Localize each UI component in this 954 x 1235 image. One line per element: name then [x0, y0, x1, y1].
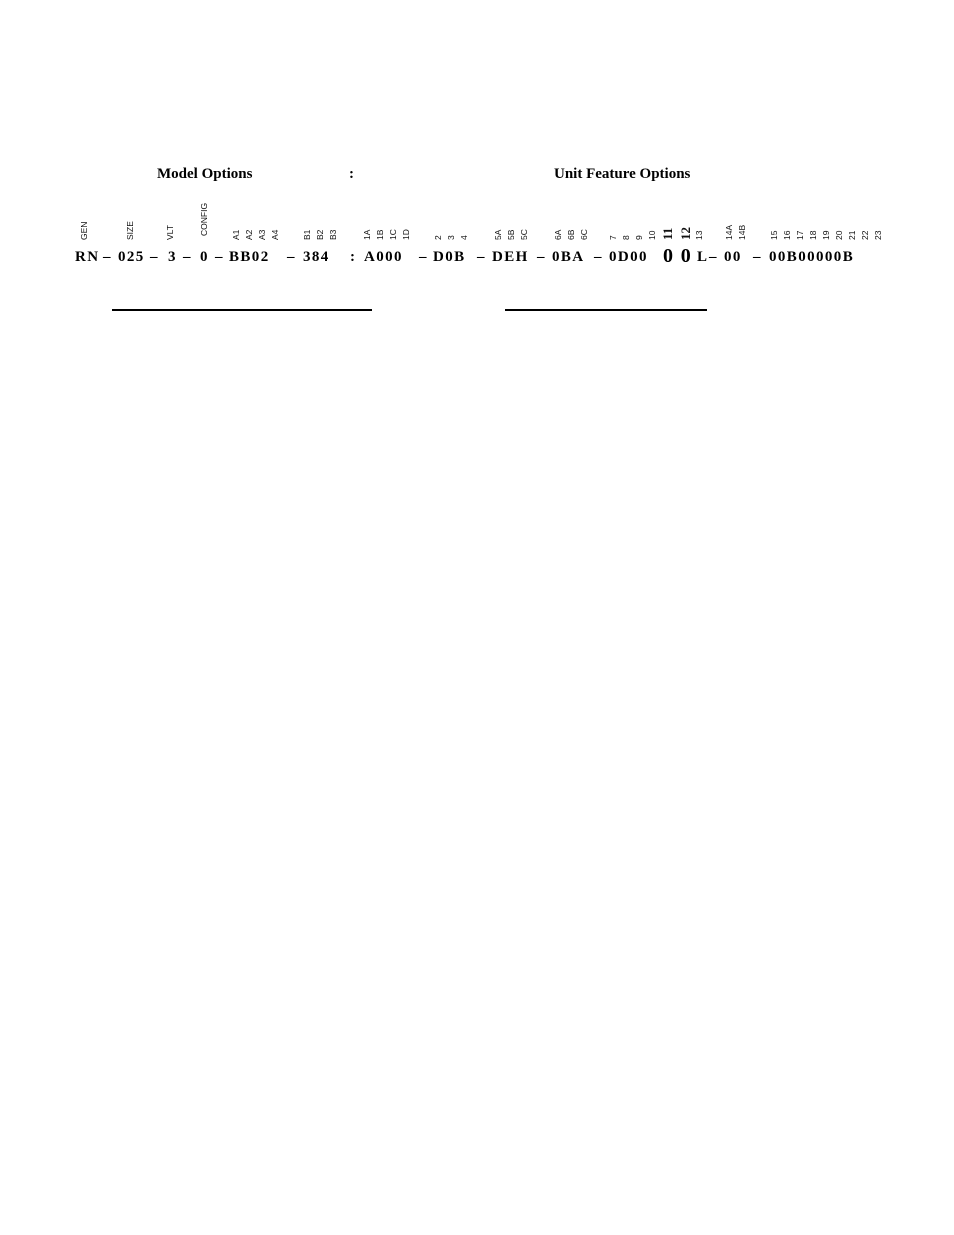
code-segment: 384 [303, 249, 330, 265]
col-label: 7 [608, 235, 618, 240]
col-label: A2 [244, 229, 254, 240]
code-segment: DEH [492, 249, 529, 265]
unit-feature-options-underline [505, 309, 707, 311]
col-label: 16 [782, 230, 792, 240]
code-segment: 3 [168, 249, 177, 265]
col-label: 5C [519, 229, 529, 240]
col-label: CONFIG [199, 202, 209, 236]
col-label: 6C [579, 229, 589, 240]
code-segment: 00 [724, 249, 742, 265]
col-label: 17 [795, 230, 805, 240]
col-label: A3 [257, 229, 267, 240]
col-label: 1C [388, 229, 398, 240]
col-label: 8 [621, 235, 631, 240]
code-segment: A000 [364, 249, 403, 265]
col-label: 15 [769, 230, 779, 240]
col-label: 19 [821, 230, 831, 240]
code-segment: 0 [200, 249, 209, 265]
code-dash: – [183, 249, 192, 265]
col-label: 10 [647, 230, 657, 240]
col-label: A1 [231, 229, 241, 240]
col-label: 22 [860, 230, 870, 240]
col-label: B2 [315, 229, 325, 240]
col-label: 6B [566, 229, 576, 240]
code-dash: – [537, 249, 546, 265]
col-label: 3 [446, 235, 456, 240]
col-label: 2 [433, 235, 443, 240]
code-dash: – [287, 249, 296, 265]
code-segment: 0BA [552, 249, 585, 265]
col-label: 20 [834, 230, 844, 240]
code-separator: : [350, 249, 357, 265]
col-label: B3 [328, 229, 338, 240]
code-dash: – [709, 249, 718, 265]
heading-model-options: Model Options [157, 166, 253, 182]
col-label: 6A [553, 229, 563, 240]
col-label: A4 [270, 229, 280, 240]
heading-separator: : [349, 166, 354, 182]
col-label: 11 [660, 227, 675, 240]
col-label: 1B [375, 229, 385, 240]
code-dash: – [215, 249, 224, 265]
col-label: 21 [847, 230, 857, 240]
code-dash: – [419, 249, 428, 265]
col-label: 1A [362, 229, 372, 240]
code-dash: – [753, 249, 762, 265]
col-label: 5A [493, 229, 503, 240]
code-segment: BB02 [229, 249, 270, 265]
col-label: 1D [401, 229, 411, 240]
col-label: 12 [678, 227, 693, 240]
col-label: 14A [724, 224, 734, 240]
code-segment: L [697, 249, 709, 265]
col-label: SIZE [125, 221, 135, 240]
col-label: 14B [737, 224, 747, 240]
code-segment: 0D00 [609, 249, 648, 265]
code-dash: – [103, 249, 112, 265]
col-label: GEN [79, 221, 89, 240]
code-segment: 00B00000B [769, 249, 855, 265]
col-label: 18 [808, 230, 818, 240]
col-label: 4 [459, 235, 469, 240]
col-label: 5B [506, 229, 516, 240]
code-segment-emphasized: 0 0 [663, 245, 693, 267]
col-label: 13 [694, 230, 704, 240]
code-segment: D0B [433, 249, 466, 265]
col-label: VLT [165, 225, 175, 240]
code-dash: – [477, 249, 486, 265]
code-dash: – [150, 249, 159, 265]
col-label: 9 [634, 235, 644, 240]
model-number-code [0, 245, 954, 269]
heading-unit-feature-options: Unit Feature Options [554, 166, 691, 182]
code-segment: RN [75, 249, 100, 265]
code-dash: – [594, 249, 603, 265]
col-label: 23 [873, 230, 883, 240]
code-segment: 025 [118, 249, 145, 265]
model-options-underline [112, 309, 372, 311]
col-label: B1 [302, 229, 312, 240]
